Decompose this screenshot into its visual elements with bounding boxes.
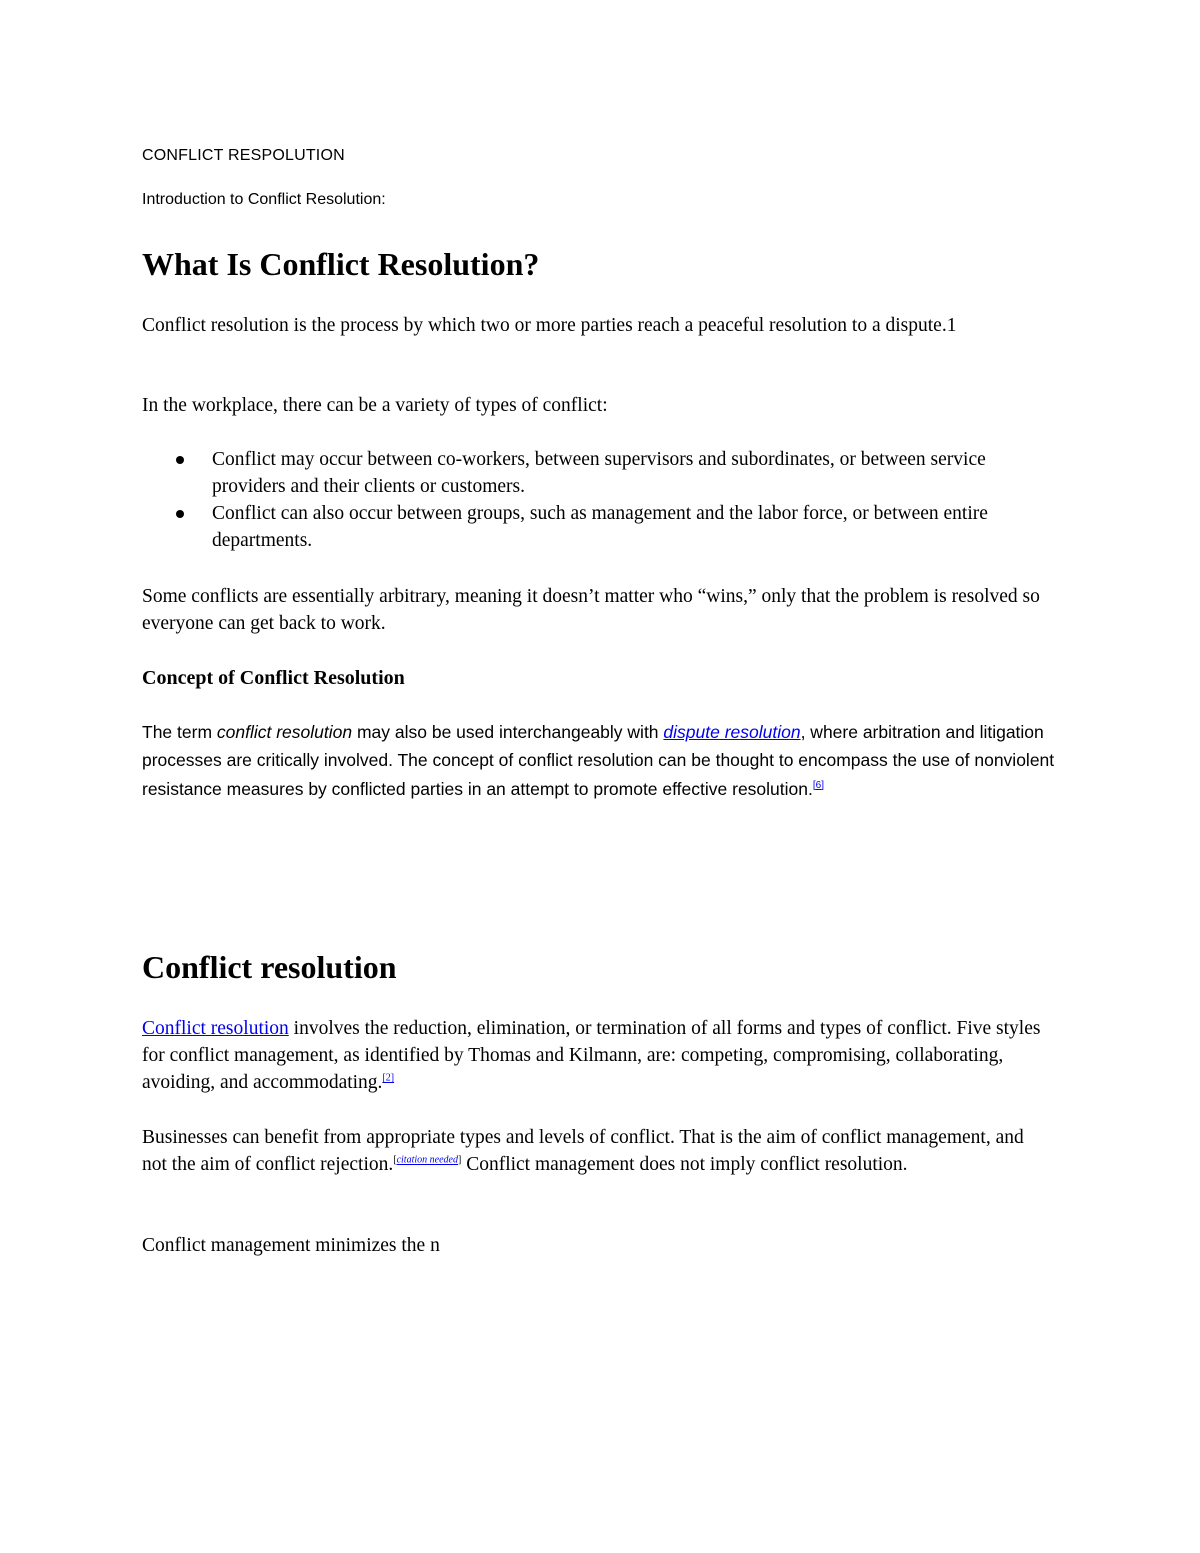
- citation-bracket: ]: [457, 1154, 462, 1166]
- citation-needed-link[interactable]: citation needed: [396, 1154, 458, 1166]
- list-item: [142, 500, 1047, 554]
- minimizes-paragraph: Conflict management minimizes the n: [142, 1235, 440, 1256]
- definition-paragraph: Conflict resolution is the process by which two or more parties reach a peaceful resolution to a dispute.1: [142, 315, 957, 336]
- business-text: Businesses can benefit from appropriate types and levels of conflict. That is the aim of conflict management, and not the aim of conflict rejection.: [142, 1127, 1024, 1175]
- involves-paragraph: [142, 1015, 1047, 1096]
- list-item: [142, 446, 1047, 500]
- intro-label: Introduction to Conflict Resolution:: [142, 191, 386, 208]
- conflict-types-list: [142, 446, 1047, 554]
- business-text: Conflict management does not imply conflict resolution.: [461, 1154, 908, 1175]
- arbitrary-paragraph: Some conflicts are essentially arbitrary, meaning it doesn’t matter who “wins,” only that the problem is resolved so everyone can get back to work.: [142, 586, 1040, 634]
- document-title: CONFLICT RESPOLUTION: [142, 147, 345, 164]
- involves-text: involves the reduction, elimination, or termination of all forms and types of conflict. Five styles for conflict management, as identified by Thomas and Kilmann, are: competing, compromising, collaborating, avoiding, and accommodating.: [142, 1018, 1041, 1093]
- term-italic: conflict resolution: [216, 722, 353, 742]
- business-paragraph: [142, 1124, 1047, 1178]
- conflict-resolution-link[interactable]: Conflict resolution: [142, 1018, 289, 1039]
- list-item-text: Conflict may occur between co-workers, between supervisors and subordinates, or between service providers and their clients or customers.: [212, 449, 986, 497]
- term-text: , where arbitration and litigation processes are critically involved. The concept of conflict resolution can be thought to encompass the use of nonviolent resistance measures by conflicted parties in an attempt to promote effective resolution.: [142, 722, 1055, 799]
- heading-conflict-resolution: Conflict resolution: [142, 949, 397, 985]
- workplace-paragraph: In the workplace, there can be a variety of types of conflict:: [142, 395, 608, 416]
- heading-what-is-conflict-resolution: What Is Conflict Resolution?: [142, 246, 540, 282]
- list-item-text: Conflict can also occur between groups, such as management and the labor force, or between entire departments.: [212, 503, 988, 551]
- heading-concept: Concept of Conflict Resolution: [142, 667, 405, 689]
- citation-bracket: [: [393, 1154, 397, 1166]
- bullet-icon: [176, 510, 184, 518]
- reference-link-2[interactable]: [2]: [382, 1072, 395, 1084]
- dispute-resolution-link[interactable]: dispute resolution: [663, 722, 801, 742]
- term-text: may also be used interchangeably with: [352, 722, 664, 742]
- term-text: The term: [142, 722, 217, 742]
- reference-link-6[interactable]: [6]: [812, 779, 824, 791]
- term-paragraph: [142, 718, 1057, 803]
- bullet-icon: [176, 456, 184, 464]
